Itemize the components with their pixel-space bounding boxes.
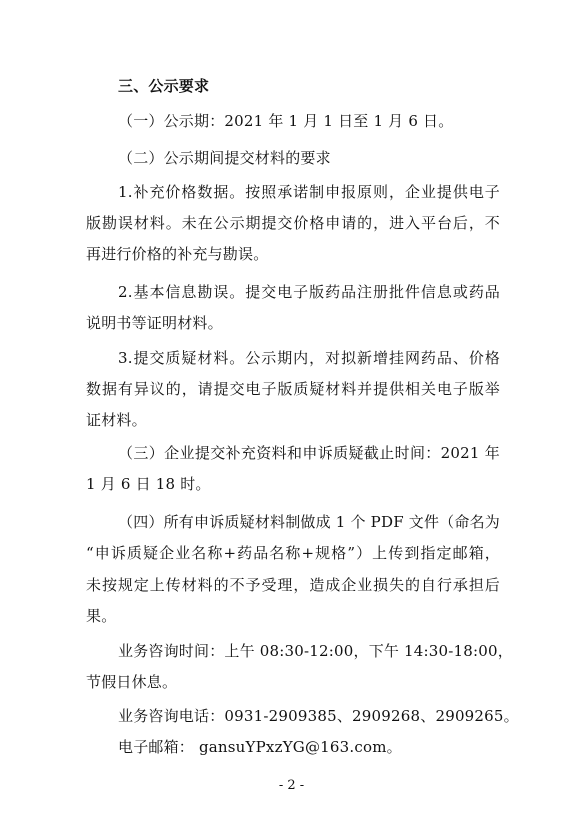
page-number: - 2 -	[278, 778, 305, 793]
paragraph-line: 未按规定上传材料的不予受理，造成企业损失的自行承担后	[86, 576, 500, 594]
business-hours-line: 节假日休息。	[86, 673, 178, 691]
paragraph-line: 版勘误材料。未在公示期提交价格申请的，进入平台后，不	[86, 214, 500, 232]
paragraph-line: “申诉质疑企业名称+药品名称+规格”）上传到指定邮箱，	[86, 544, 500, 562]
publicity-period-line: （一）公示期：2021 年 1 月 1 日至 1 月 6 日。	[118, 112, 454, 130]
paragraph-line: 说明书等证明材料。	[86, 314, 223, 332]
email-line: 电子邮箱： gansuYPxzYG@163.com。	[118, 738, 402, 756]
paragraph-line: 数据有异议的，请提交电子版质疑材料并提供相关电子版举	[86, 380, 500, 398]
deadline-line: （三）企业提交补充资料和申诉质疑截止时间：2021 年	[118, 444, 500, 462]
submission-requirements-heading: （二）公示期间提交材料的要求	[118, 149, 331, 167]
business-hours-line: 业务咨询时间：上午 08:30-12:00，下午 14:30-18:00，	[118, 642, 513, 660]
paragraph-line: 1.补充价格数据。按照承诺制申报原则，企业提供电子	[118, 183, 500, 201]
paragraph-line: 果。	[86, 607, 117, 625]
paragraph-line: 再进行价格的补充与勘误。	[86, 245, 269, 263]
paragraph-line: （四）所有申诉质疑材料制做成 1 个 PDF 文件（命名为	[118, 513, 500, 531]
phone-line: 业务咨询电话：0931-2909385、2909268、2909265。	[118, 707, 519, 725]
paragraph-line: 证材料。	[86, 411, 147, 429]
deadline-line: 1 月 6 日 18 时。	[86, 475, 211, 493]
paragraph-line: 2.基本信息勘误。提交电子版药品注册批件信息或药品	[118, 283, 500, 301]
section-heading: 三、公示要求	[118, 77, 210, 95]
paragraph-line: 3.提交质疑材料。公示期内，对拟新增挂网药品、价格	[118, 349, 500, 367]
